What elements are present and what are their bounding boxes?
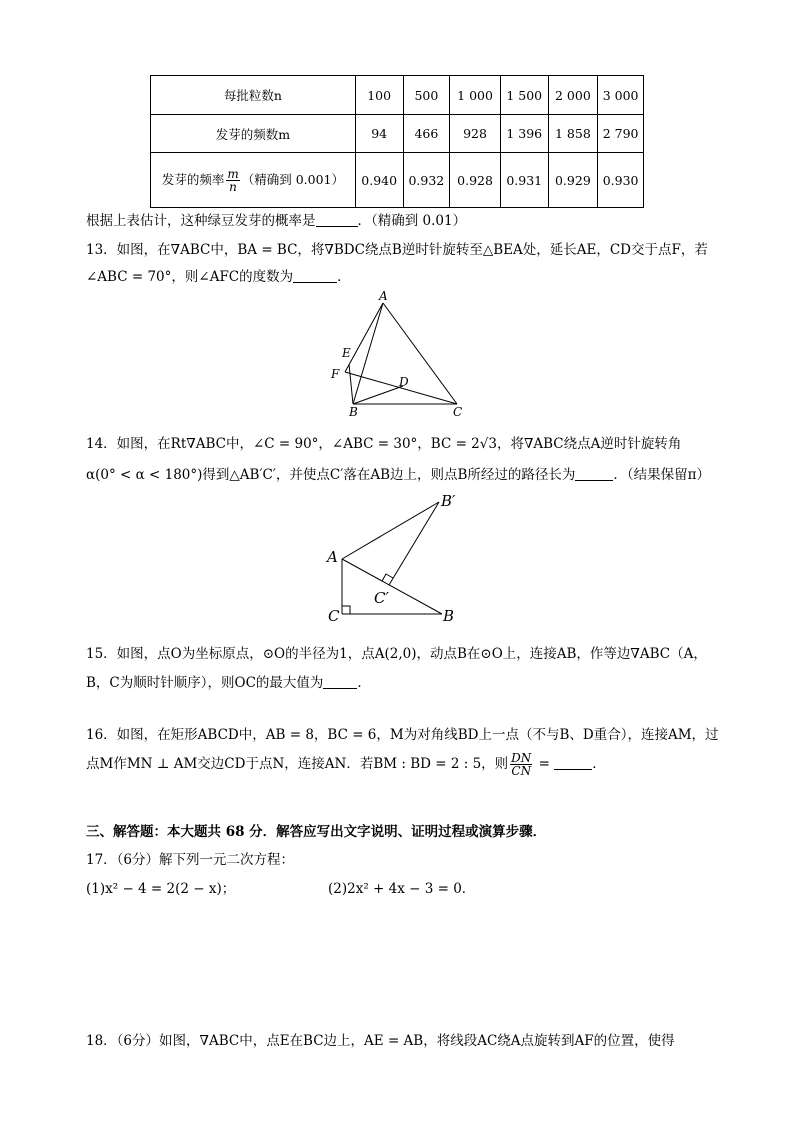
answer-blank <box>293 270 337 283</box>
row-label-pre: 发芽的频率 <box>161 171 225 187</box>
table-cell: 466 <box>403 115 450 153</box>
segment-AB-prime <box>342 502 439 559</box>
section-heading: 三、解答题：本大题共 68 分．解答应写出文字说明、证明过程或演算步骤． <box>86 824 547 840</box>
label-A: A <box>327 548 338 566</box>
table-cell: 0.929 <box>548 153 598 208</box>
q14-text-after: ．（结果保留π） <box>613 467 711 483</box>
segment-BD <box>353 386 403 404</box>
label-C: C <box>328 607 340 625</box>
q14-text: α(0° < α < 180°)得到△AB′C′，并使点C′落在AB边上，则点B所经过的路径长为 <box>86 467 576 483</box>
table-cell: 0.928 <box>450 153 501 208</box>
table-cell: 94 <box>355 115 403 153</box>
table-cell: 0.930 <box>598 153 644 208</box>
label-B-prime: B′ <box>441 492 456 510</box>
fraction <box>226 168 239 193</box>
label-D: D <box>399 375 409 389</box>
table-cell: 3 000 <box>598 76 644 115</box>
right-angle-C-prime <box>382 574 393 581</box>
q17-part2: (2)2x² + 4x − 3 = 0． <box>328 881 476 897</box>
q15-line2 <box>86 671 371 691</box>
q14-line1: 14．如图，在Rt∇ABC中，∠C = 90°，∠ABC = 30°，BC = 2√3，将∇ABC绕点A逆时针旋转角 <box>86 436 682 452</box>
label-E: E <box>342 346 351 360</box>
q17-title: 17．（6分）解下列一元二次方程： <box>86 852 295 868</box>
row-label-post: （精确到 0.001） <box>241 171 344 187</box>
q17-part1: (1)x² − 4 = 2(2 − x)； <box>86 881 236 897</box>
q16-text: 点M作MN ⊥ AM交边CD于点N，连接AN．若BM : BD = 2 : 5，则 <box>86 756 509 772</box>
q13-line2 <box>86 265 351 285</box>
table-cell: 2 790 <box>598 115 644 153</box>
germination-table <box>150 75 644 208</box>
segment-AB <box>353 303 383 404</box>
label-C: C <box>453 405 463 419</box>
table-cell: 1 396 <box>500 115 548 153</box>
answer-blank <box>323 676 357 689</box>
answer-blank <box>316 214 358 227</box>
table-cell: 928 <box>450 115 501 153</box>
q16-text-end: ． <box>592 756 606 772</box>
row-label: 发芽的频数m <box>151 115 356 153</box>
table-cell: 0.940 <box>355 153 403 208</box>
row-label: 每批粒数n <box>151 76 356 115</box>
q15-text-after: ． <box>357 675 371 691</box>
answer-blank <box>575 468 613 481</box>
fraction-numerator: m <box>227 166 239 181</box>
table-cell: 100 <box>355 76 403 115</box>
label-B: B <box>349 405 358 419</box>
table-cell: 1 858 <box>548 115 598 153</box>
table-cell: 2 000 <box>548 76 598 115</box>
fraction-DN-CN <box>510 752 532 777</box>
q13-text: ∠ABC = 70°，则∠AFC的度数为 <box>86 269 294 285</box>
label-B: B <box>443 607 455 625</box>
segment-BE <box>349 364 353 404</box>
fraction-denominator: n <box>229 179 237 194</box>
q13-line1: 13．如图，在∇ABC中，BA = BC，将∇BDC绕点B逆时针旋转至△BEA处，延长AE，CD交于点F，若 <box>86 242 708 258</box>
q16-line1: 16．如图，在矩形ABCD中，AB = 8，BC = 6，M为对角线BD上一点（不与B、D重合），连接AM，过 <box>86 727 719 743</box>
table-cell: 500 <box>403 76 450 115</box>
q12-text-after: ．（精确到 0.01） <box>357 213 467 229</box>
table-cell: 1 000 <box>450 76 501 115</box>
answer-blank <box>554 757 592 770</box>
segment-AF <box>345 303 383 372</box>
q15-line1: 15．如图，点O为坐标原点，⊙O的半径为1，点A(2,0)，动点B在⊙O上，连接AB，作等边∇ABC（A， <box>86 646 707 662</box>
segment-AB <box>342 559 442 614</box>
table-cell: 1 500 <box>500 76 548 115</box>
q15-text: B，C为顺时针顺序），则OC的最大值为 <box>86 675 324 691</box>
q16-line2 <box>86 752 606 777</box>
q12-text: 根据上表估计，这种绿豆发芽的概率是 <box>86 213 316 229</box>
label-A: A <box>379 289 388 303</box>
table-cell: 0.931 <box>500 153 548 208</box>
q14-line2 <box>86 463 710 483</box>
fraction-denominator: CN <box>511 764 532 778</box>
q14-figure <box>318 490 468 625</box>
table-row <box>151 153 644 208</box>
table-row <box>151 76 644 115</box>
label-C-prime: C′ <box>374 589 389 607</box>
q18-line1: 18．（6分）如图，∇ABC中，点E在BC边上，AE = AB，将线段AC绕A点旋转到AF的位置，使得 <box>86 1033 675 1049</box>
fraction-numerator: DN <box>511 751 532 765</box>
q13-figure <box>320 288 480 420</box>
q13-text-after: ． <box>337 269 351 285</box>
label-F: F <box>331 367 340 381</box>
segment-B-prime-C-prime <box>389 502 439 585</box>
table-row <box>151 115 644 153</box>
right-angle-C <box>342 606 350 614</box>
q16-equals: = <box>534 756 555 772</box>
q12-conclusion <box>86 209 466 229</box>
row-label <box>151 153 356 208</box>
table-cell: 0.932 <box>403 153 450 208</box>
